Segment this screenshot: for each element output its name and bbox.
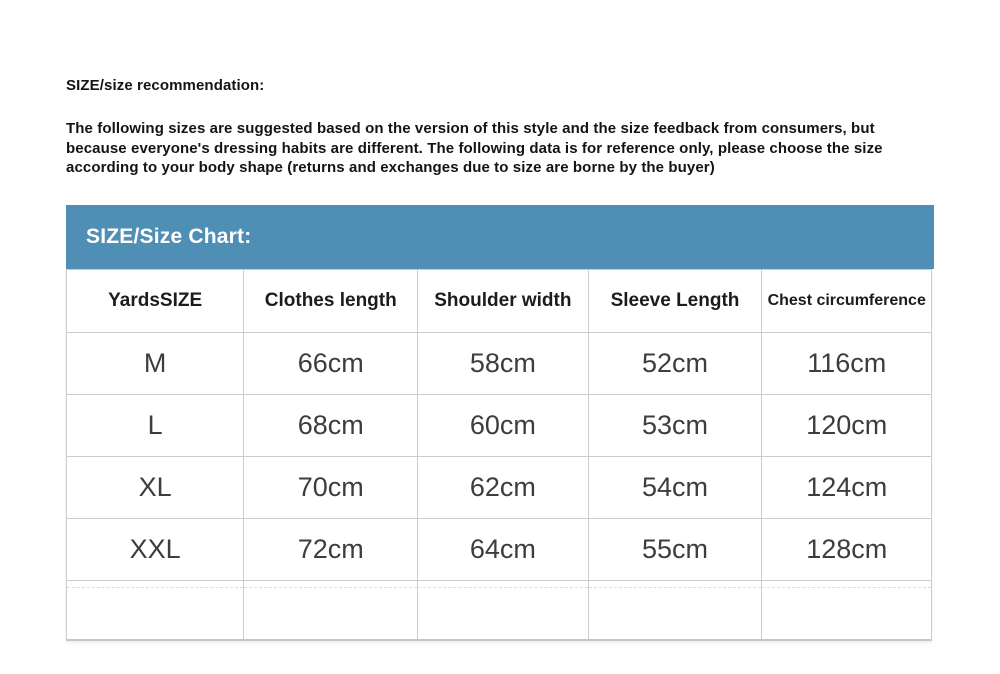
size-value-cell: XXL bbox=[67, 518, 244, 580]
table-row-empty bbox=[67, 580, 932, 640]
measurement-cell: 116cm bbox=[762, 332, 932, 394]
size-chart-title-bar bbox=[66, 205, 934, 269]
empty-cell bbox=[418, 580, 588, 640]
table-header-row bbox=[67, 269, 932, 332]
size-value-cell: M bbox=[67, 332, 244, 394]
measurement-cell: 128cm bbox=[762, 518, 932, 580]
size-value-cell: L bbox=[67, 394, 244, 456]
size-chart-title: SIZE/Size Chart: bbox=[86, 224, 252, 248]
measurement-cell: 120cm bbox=[762, 394, 932, 456]
measurement-cell: 72cm bbox=[244, 518, 418, 580]
measurement-cell: 52cm bbox=[588, 332, 762, 394]
table-row-xl bbox=[67, 456, 932, 518]
empty-cell bbox=[244, 580, 418, 640]
measurement-cell: 55cm bbox=[588, 518, 762, 580]
size-chart-table bbox=[66, 269, 932, 641]
size-recommendation-text: The following sizes are suggested based on the version of this style and the size feedback from consumers, but because everyone's dressing habits are different. The following data is for reference only, please choose the size according to your body shape (returns and exchanges due to size are borne by the buyer) bbox=[66, 120, 883, 176]
column-header-clothes-length: Clothes length bbox=[244, 269, 418, 332]
measurement-cell: 68cm bbox=[244, 394, 418, 456]
empty-cell bbox=[67, 580, 244, 640]
measurement-cell: 60cm bbox=[418, 394, 588, 456]
table-row-xxl bbox=[67, 518, 932, 580]
page-content bbox=[66, 0, 934, 641]
measurement-cell: 58cm bbox=[418, 332, 588, 394]
column-header-chest-circumference: Chest circumference bbox=[762, 269, 932, 332]
column-header-sleeve-length: Sleeve Length bbox=[588, 269, 762, 332]
measurement-cell: 70cm bbox=[244, 456, 418, 518]
empty-cell bbox=[588, 580, 762, 640]
table-row-m bbox=[67, 332, 932, 394]
column-header-shoulder-width: Shoulder width bbox=[418, 269, 588, 332]
measurement-cell: 124cm bbox=[762, 456, 932, 518]
size-recommendation-heading: SIZE/size recommendation: bbox=[66, 77, 265, 94]
measurement-cell: 66cm bbox=[244, 332, 418, 394]
measurement-cell: 64cm bbox=[418, 518, 588, 580]
empty-cell bbox=[762, 580, 932, 640]
measurement-cell: 53cm bbox=[588, 394, 762, 456]
column-header-size: YardsSIZE bbox=[67, 269, 244, 332]
measurement-cell: 62cm bbox=[418, 456, 588, 518]
table-row-l bbox=[67, 394, 932, 456]
measurement-cell: 54cm bbox=[588, 456, 762, 518]
size-value-cell: XL bbox=[67, 456, 244, 518]
